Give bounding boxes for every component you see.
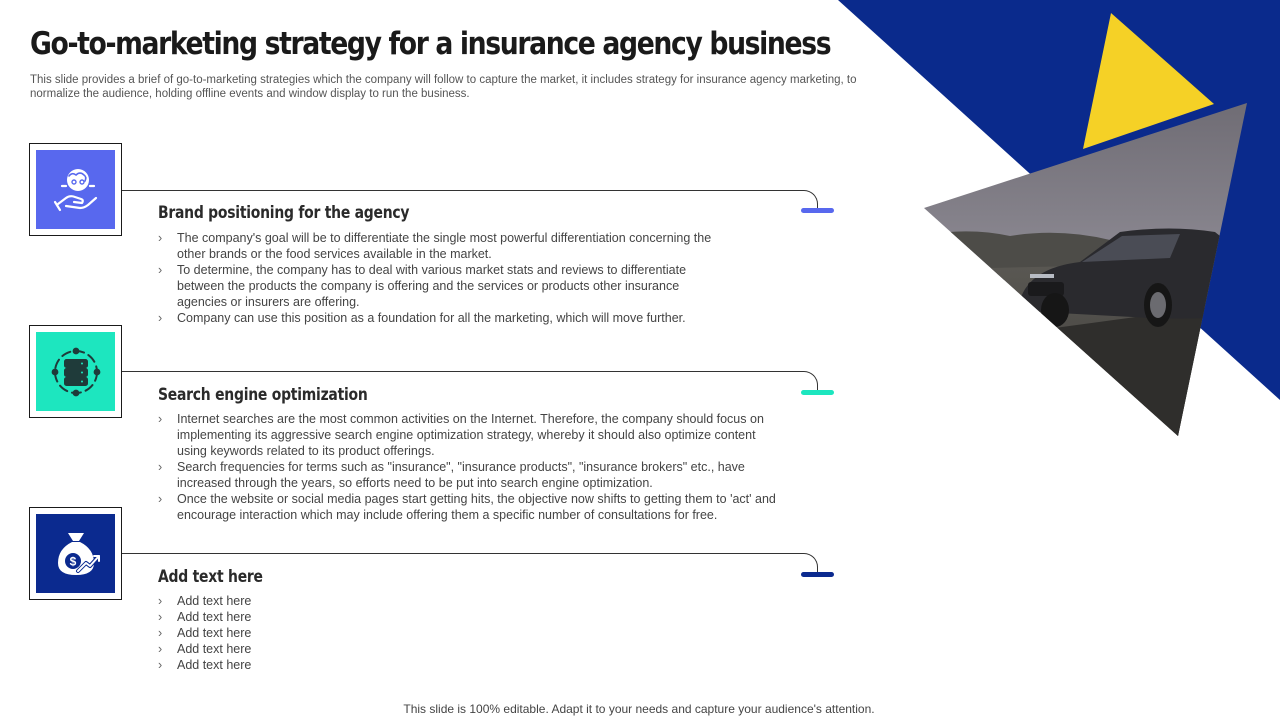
- section-1-accent-pill: [801, 208, 834, 213]
- page-title: Go-to-marketing strategy for a insurance agency business: [30, 26, 831, 62]
- section-3-accent-pill: [801, 572, 834, 577]
- svg-text:$: $: [69, 554, 76, 568]
- section-3-icon-frame: [29, 507, 122, 600]
- list-item: › Once the website or social media pages start getting hits, the objective now shifts to getting them to 'act' and encourage interaction which may include offering them a specific number of consultations for free.: [158, 491, 788, 523]
- section-2-title: Search engine optimization: [158, 385, 368, 405]
- section-3-bullet-list: [158, 593, 558, 673]
- list-item: › Company can use this position as a foundation for all the marketing, which will move further.: [158, 310, 718, 326]
- money-bag-growth-icon: [36, 514, 115, 593]
- section-2-icon-frame: [29, 325, 122, 418]
- list-item: › Internet searches are the most common activities on the Internet. Therefore, the company should focus on implementing its aggressive search engine optimization strategy, whereby it should also optimize content using keywords related to its product offerings.: [158, 411, 788, 459]
- list-item: › Add text here: [158, 641, 558, 657]
- list-item: › The company's goal will be to differentiate the single most powerful differentiation concerning the other brands or the food services available in the market.: [158, 230, 718, 262]
- section-2-bullet-list: [158, 411, 788, 523]
- list-item: › Search frequencies for terms such as "insurance", "insurance products", "insurance brokers" etc., have increased through the years, so efforts need to be put into search engine optimization.: [158, 459, 788, 491]
- hand-holding-brain-icon: [36, 150, 115, 229]
- server-network-icon: [36, 332, 115, 411]
- section-3-title: Add text here: [158, 567, 263, 587]
- list-item: › To determine, the company has to deal with various market stats and reviews to differentiate between the products the company is offering and the services or products other insurance agencies or insurers are offering.: [158, 262, 718, 310]
- list-item: › Add text here: [158, 609, 558, 625]
- footer-note: This slide is 100% editable. Adapt it to your needs and capture your audience's attention.: [403, 702, 875, 716]
- list-item: › Add text here: [158, 593, 558, 609]
- section-1-title: Brand positioning for the agency: [158, 203, 410, 223]
- list-item: › Add text here: [158, 625, 558, 641]
- page-subtitle: This slide provides a brief of go-to-marketing strategies which the company will follow to capture the market, it includes strategy for insurance agency marketing, to normalize the audience, holding offline events and window display to run the business.: [30, 74, 857, 100]
- list-item: › Add text here: [158, 657, 558, 673]
- section-1-bullet-list: [158, 230, 718, 326]
- section-1-icon-frame: [29, 143, 122, 236]
- section-2-accent-pill: [801, 390, 834, 395]
